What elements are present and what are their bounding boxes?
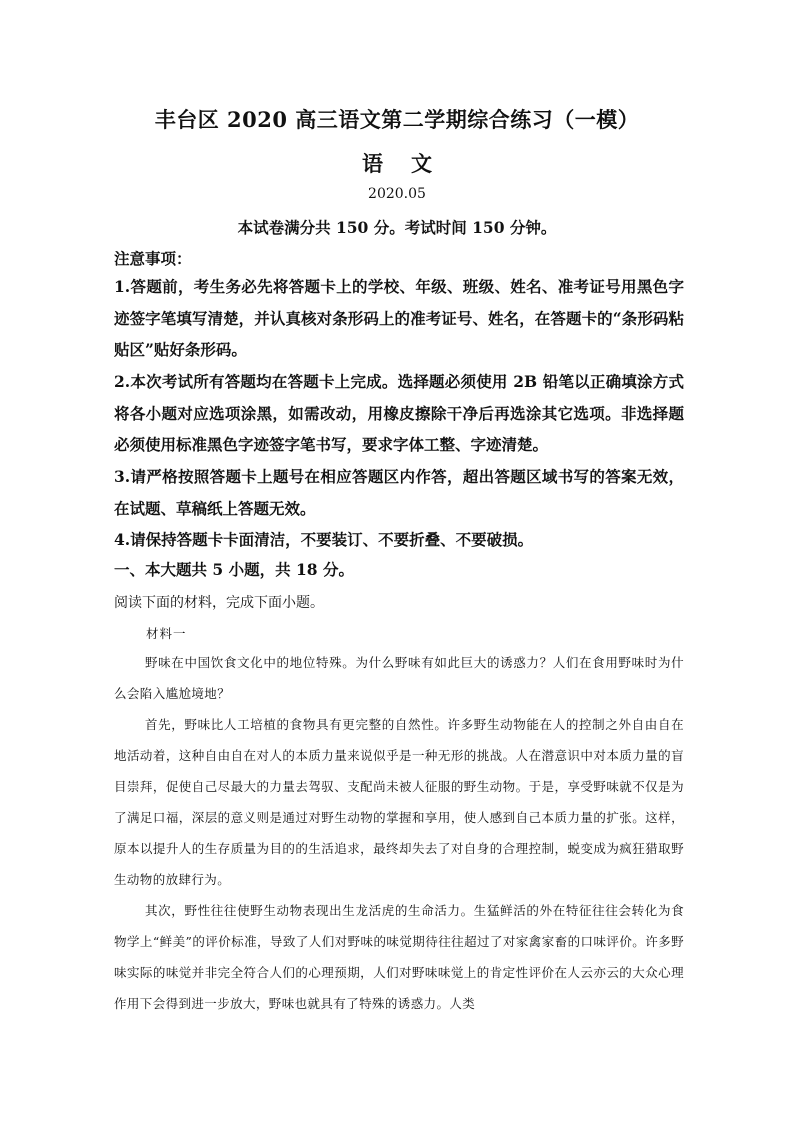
subject-heading: 语文 <box>362 151 460 176</box>
notice-item-2: 2.本次考试所有答题均在答题卡上完成。选择题必须使用 2B 铅笔以正确填涂方式将各小题对应选项涂黑，如需改动，用橡皮擦除干净后再选涂其它选项。非选择题必须使用标准黑色字迹签字笔书写，要求字体工整、字迹清楚。 <box>114 372 684 454</box>
material-paragraph-1: 野味在中国饮食文化中的地位特殊。为什么野味有如此巨大的诱惑力？人们在食用野味时为什么会陷入尴尬境地？ <box>114 655 684 701</box>
reading-instruction: 阅读下面的材料，完成下面小题。 <box>114 595 324 611</box>
material-label: 材料一 <box>146 626 187 641</box>
exam-title: 丰台区 2020 高三语文第二学期综合练习（一模） <box>154 107 640 132</box>
notice-item-4: 4.请保持答题卡卡面清洁，不要装订、不要折叠、不要破损。 <box>114 530 534 549</box>
notice-item-1: 1.答题前，考生务必先将答题卡上的学校、年级、班级、姓名、准考证号用黑色字迹签字笔填写清楚，并认真核对条形码上的准考证号、姓名，在答题卡的“条形码粘贴区”贴好条形码。 <box>114 277 684 359</box>
notice-heading: 注意事项： <box>114 249 192 268</box>
material-paragraph-3: 其次，野性往往使野生动物表现出生龙活虎的生命活力。生猛鲜活的外在特征往往会转化为食物学上“鲜美”的评价标准，导致了人们对野味的味觉期待往往超过了对家禽家畜的口味评价。许多野味实际的味觉并非完全符合人们的心理预期，人们对野味味觉上的肯定性评价在人云亦云的大众心理作用下会得到进一步放大，野味也就具有了特殊的诱惑力。人类 <box>114 903 684 1011</box>
exam-date: 2020.05 <box>368 186 426 202</box>
notice-item-3: 3.请严格按照答题卡上题号在相应答题区内作答，超出答题区域书写的答案无效，在试题、草稿纸上答题无效。 <box>114 467 684 518</box>
material-paragraph-2: 首先，野味比人工培植的食物具有更完整的自然性。许多野生动物能在人的控制之外自由自在地活动着，这种自由自在对人的本质力量来说似乎是一种无形的挑战。人在潜意识中对本质力量的盲目崇拜，促使自己尽最大的力量去驾驭、支配尚未被人征服的野生动物。于是，享受野味就不仅是为了满足口福，深层的意义则是通过对野生动物的掌握和享用，使人感到自己本质力量的扩张。这样，原本以提升人的生存质量为目的的生活追求，最终却失去了对自身的合理控制，蜕变成为疯狂猎取野生动物的放肆行为。 <box>114 717 684 887</box>
section-heading: 一、本大题共 5 小题，共 18 分。 <box>114 560 354 579</box>
score-time-line: 本试卷满分共 150 分。考试时间 150 分钟。 <box>237 218 557 237</box>
